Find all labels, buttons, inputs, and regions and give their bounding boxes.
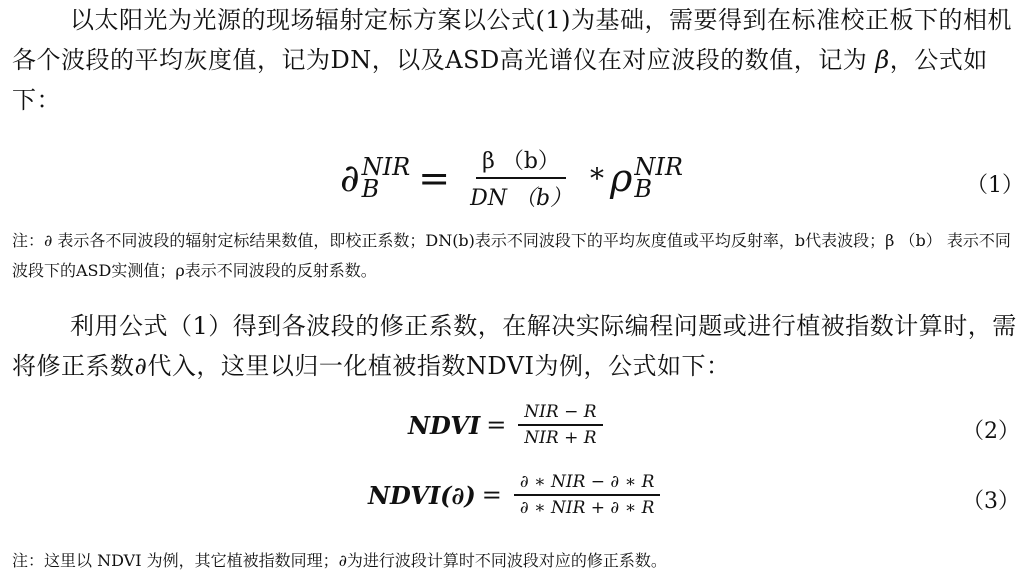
method-paragraph	[12, 306, 1018, 386]
eq1-lhs-scripts	[362, 155, 411, 201]
eq1-equals: =	[418, 156, 451, 200]
eq1-rhs-scripts	[634, 155, 683, 201]
eq2-numerator: NIR − R	[518, 402, 602, 426]
beta-symbol: β	[875, 46, 890, 74]
eq2-number: （2）	[962, 419, 1020, 444]
note-1: 注：∂ 表示各不同波段的辐射定标结果数值，即校正系数；DN(b)表示不同波段下的平均灰度值或平均反射率，b代表波段；β （b） 表示不同波段下的ASD实测值；ρ表示不同波段的反射系数。	[12, 231, 1011, 280]
note-2: 注：这里以 NDVI 为例，其它植被指数同理；∂为进行波段计算时不同波段对应的修正系数。	[12, 551, 667, 570]
eq1-number: （1）	[966, 173, 1024, 198]
intro-paragraph	[12, 0, 1018, 120]
eq1-rhs-symbol: ρ	[610, 156, 633, 200]
eq2-equals: =	[486, 411, 507, 439]
eq1-lhs-sub: B	[361, 175, 380, 203]
eq1-lhs-symbol: ∂	[340, 156, 360, 200]
eq2-fraction	[518, 402, 602, 448]
eq3-denominator: ∂ ∗ NIR + ∂ ∗ R	[519, 498, 655, 518]
equation-3	[368, 472, 666, 518]
eq3-number: （3）	[962, 489, 1020, 514]
eq1-times: *	[590, 161, 605, 195]
eq2-denominator: NIR + R	[524, 428, 597, 448]
eq3-fraction	[514, 472, 661, 518]
eq1-rhs-sub: B	[634, 175, 653, 203]
eq1-rhs-sup: NIR	[634, 153, 683, 181]
eq3-lhs: NDVI(∂)	[368, 480, 476, 510]
equation-1	[340, 144, 683, 212]
eq1-denominator: DN （b）	[470, 186, 573, 211]
eq1-lhs-sup: NIR	[361, 153, 411, 181]
intro-text: 以太阳光为光源的现场辐射定标方案以公式(1)为基础，需要得到在标准校正板下的相机各个波段的平均灰度值，记为DN，以及ASD高光谱仪在对应波段的数值，记为	[12, 6, 1012, 74]
eq3-equals: =	[481, 481, 502, 509]
eq1-fraction	[464, 144, 578, 212]
eq1-numerator: β （b）	[476, 144, 566, 179]
eq3-numerator: ∂ ∗ NIR − ∂ ∗ R	[514, 472, 661, 496]
method-text: 利用公式（1）得到各波段的修正系数，在解决实际编程问题或进行植被指数计算时，需将修正系数∂代入，这里以归一化植被指数NDVI为例，公式如下：	[12, 312, 1017, 380]
eq2-lhs: NDVI	[408, 410, 481, 440]
intro-text-end: ，公式如下：	[12, 46, 988, 114]
equation-2	[408, 402, 609, 448]
